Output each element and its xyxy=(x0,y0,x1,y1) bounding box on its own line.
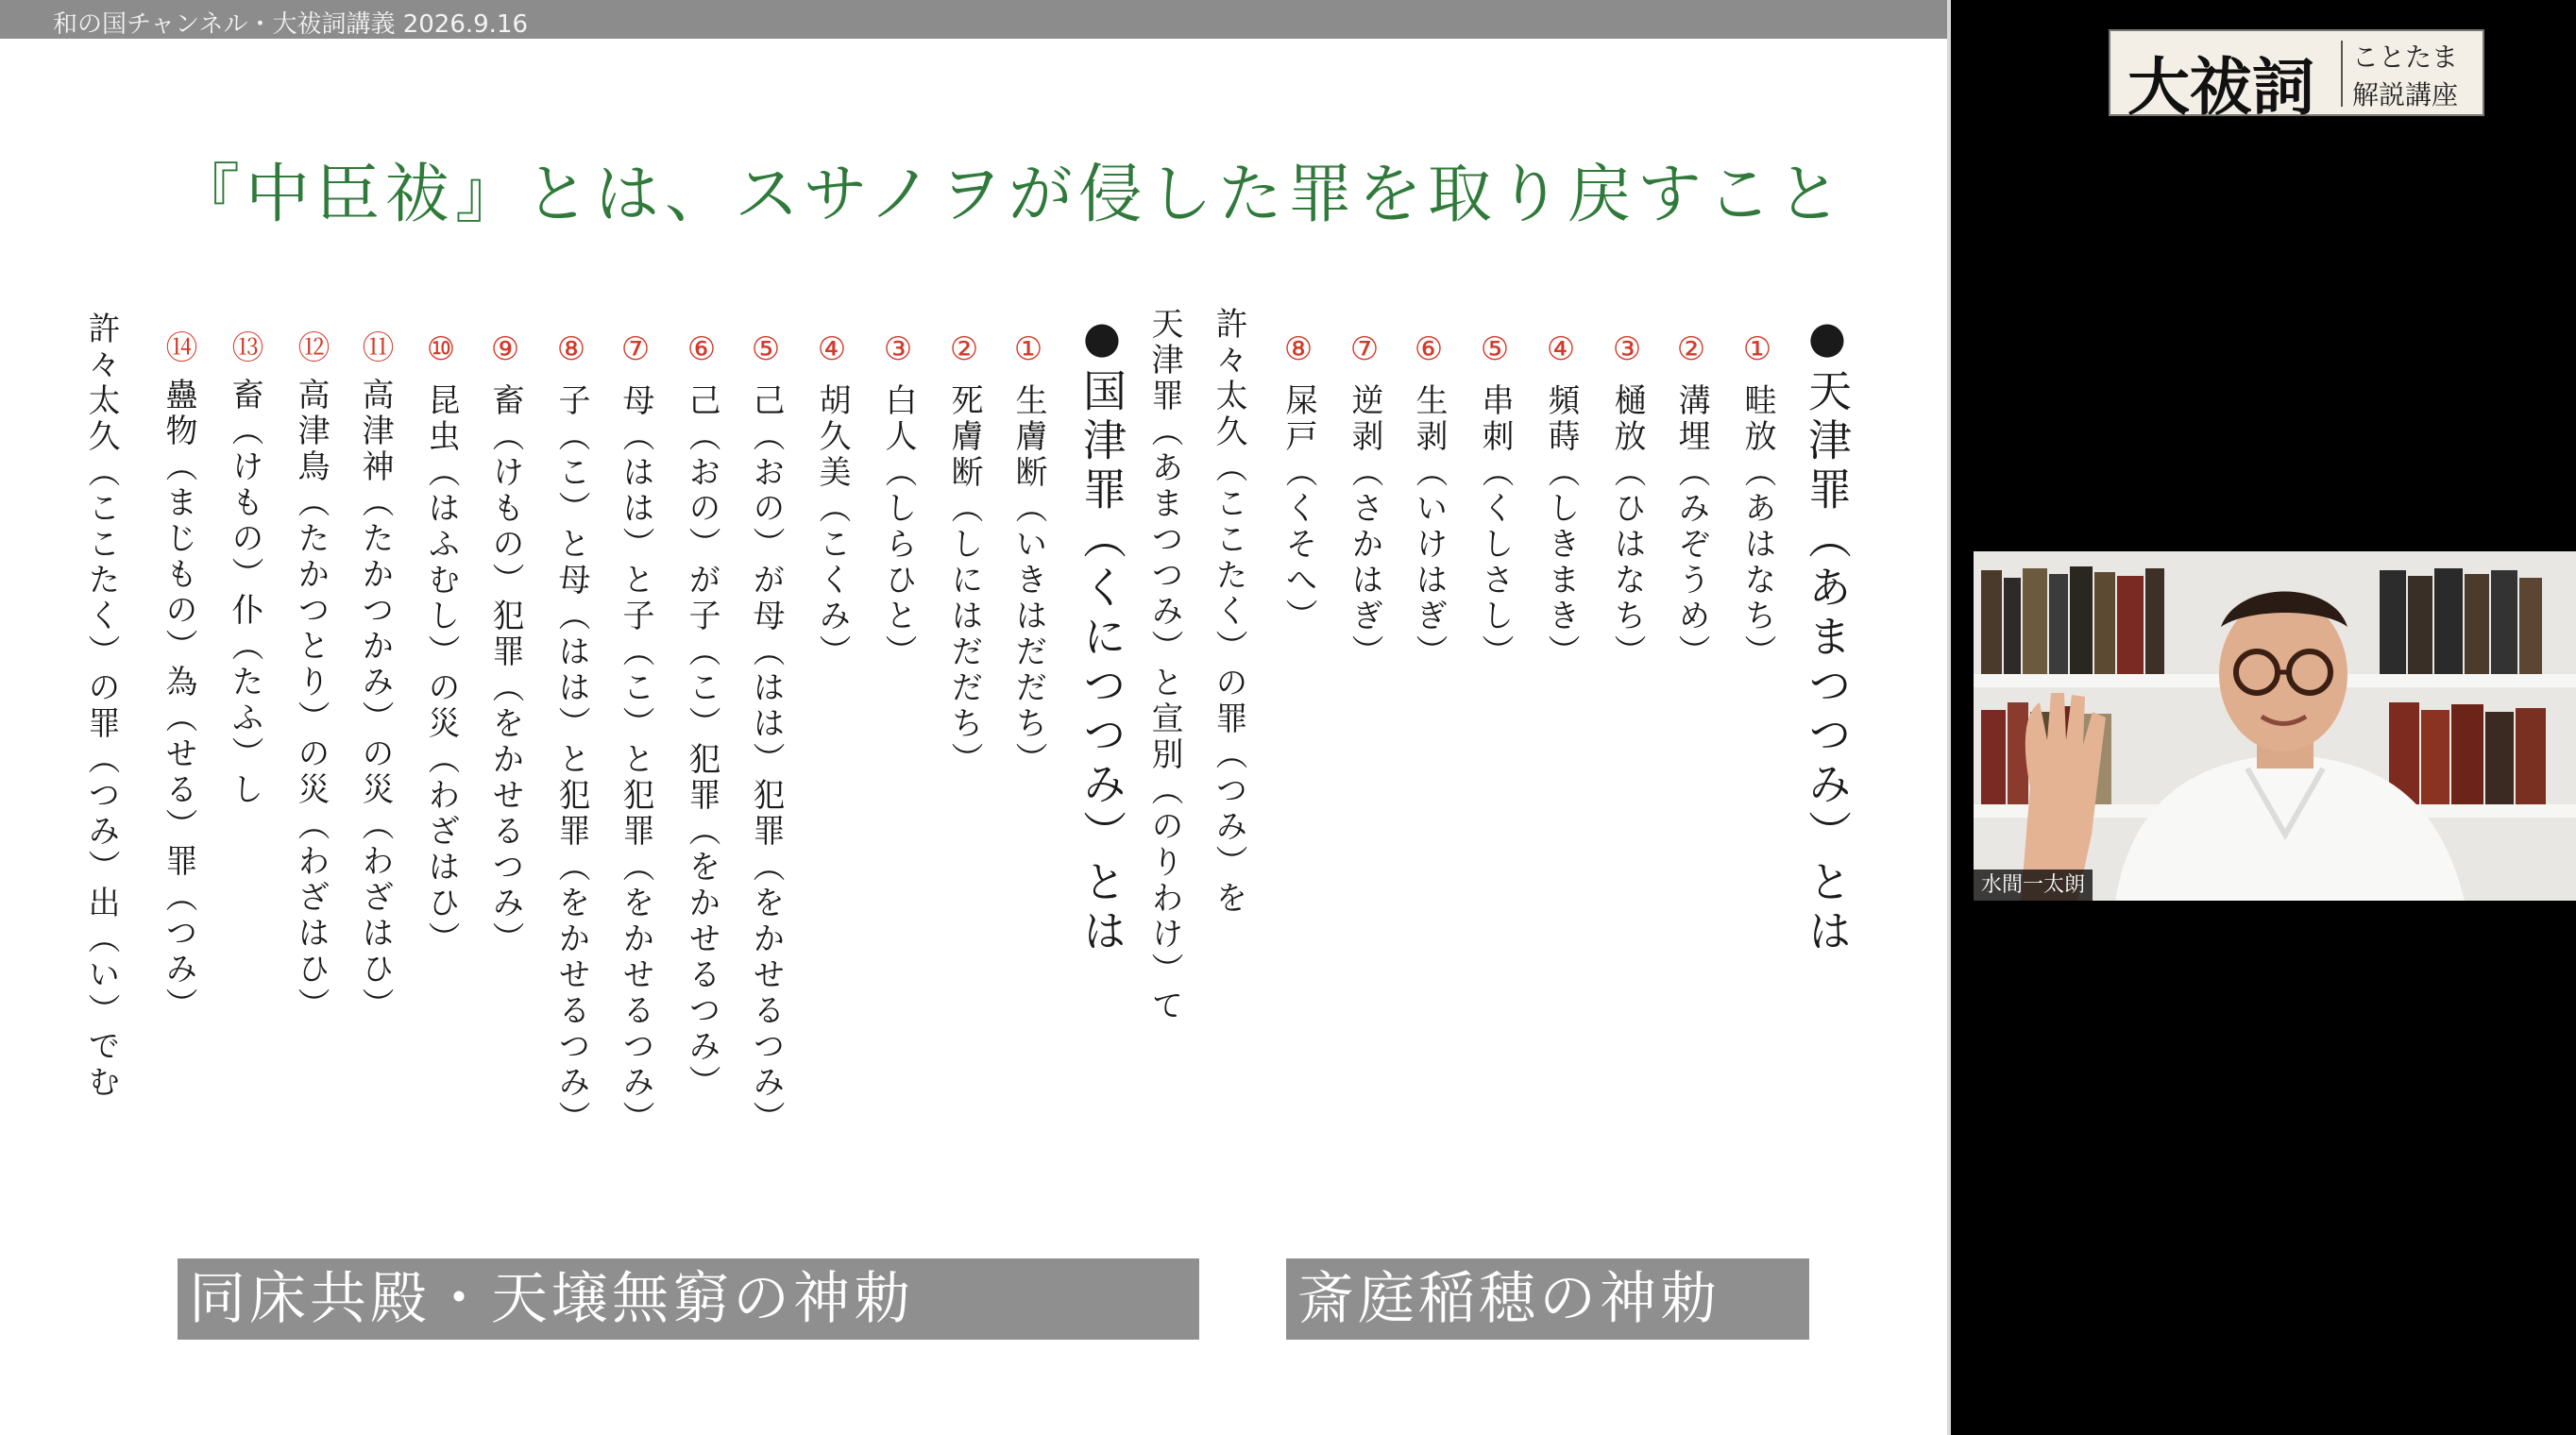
item-number: ② xyxy=(1672,330,1710,372)
text-column xyxy=(226,330,263,808)
item-number: ① xyxy=(1738,330,1776,372)
item-number: ⑨ xyxy=(486,330,524,372)
item-number: ⑩ xyxy=(422,330,460,372)
text-column xyxy=(945,330,983,778)
item-number: ② xyxy=(945,330,983,372)
caption-right: 斎庭稲穂の神勅 xyxy=(1286,1258,1809,1340)
text-column xyxy=(747,330,785,1137)
column-text: 高津鳥（たかつとり）の災（わざはひ） xyxy=(292,378,330,1023)
item-number: ⑫ xyxy=(292,330,330,366)
text-column xyxy=(552,330,590,1137)
logo-subtitle-2: 解説講座 xyxy=(2352,79,2459,110)
logo-subtitle-1: ことたま xyxy=(2352,42,2459,73)
logo-title: 大祓詞 xyxy=(2127,50,2314,124)
column-text: 串刺（くしさし） xyxy=(1476,383,1514,670)
participant-name-label: 水間一太朗 xyxy=(1974,869,2093,901)
column-text: 逆剥（さかはぎ） xyxy=(1346,383,1383,670)
column-text: 許々太久（ここたく）の罪（つみ）出（い）でむ xyxy=(82,312,120,1101)
text-column xyxy=(1542,330,1580,670)
column-text: 己（おの）が子（こ）犯罪（をかせるつみ） xyxy=(683,383,720,1101)
text-column xyxy=(1076,312,1127,957)
item-number: ⑥ xyxy=(1410,330,1448,372)
column-text: 溝埋（みぞうめ） xyxy=(1672,383,1710,670)
text-column xyxy=(1608,330,1646,670)
slide-title: 『中臣祓』とは、スサノヲが侵した罪を取り戻すこと xyxy=(176,158,1847,232)
column-text: 蠱物（まじもの）為（せる）罪（つみ） xyxy=(160,378,197,1023)
column-text: 母（はは）と子（こ）と犯罪（をかせるつみ） xyxy=(617,383,654,1137)
column-text: 天津罪（あまつつみ）と宣別（のりわけ）て xyxy=(1145,307,1183,1024)
presenter-video-frame xyxy=(1974,551,2576,901)
text-column xyxy=(1738,330,1776,670)
item-number: ① xyxy=(1009,330,1047,372)
course-logo xyxy=(2109,29,2484,124)
column-text: 昆虫（はふむし）の災（わざはひ） xyxy=(422,383,460,957)
column-text: 畜（けもの）犯罪（をかせるつみ） xyxy=(486,383,524,957)
text-column xyxy=(1410,330,1448,670)
item-number: ⑪ xyxy=(356,330,394,366)
text-column xyxy=(1348,330,1381,670)
item-number: ⑦ xyxy=(617,330,654,372)
item-number: ④ xyxy=(813,330,851,372)
caption-left: 同床共殿・天壌無窮の神勅 xyxy=(178,1258,1199,1340)
column-text: 己（おの）が母（はは）犯罪（をかせるつみ） xyxy=(747,383,785,1137)
column-text: 胡久美（こくみ） xyxy=(813,383,851,670)
text-column xyxy=(683,330,720,1101)
item-number: ⑭ xyxy=(160,330,197,366)
item-number: ⑬ xyxy=(226,330,263,366)
column-text: 生膚断（いきはだだち） xyxy=(1009,383,1047,778)
item-number: ⑤ xyxy=(747,330,785,372)
column-text: ●国津罪（くにつつみ）とは xyxy=(1076,312,1127,957)
slide-edge-divider xyxy=(1947,0,1951,1435)
item-number: ⑥ xyxy=(683,330,720,372)
text-column xyxy=(619,330,652,1137)
column-text: 頻蒔（しきまき） xyxy=(1542,383,1580,670)
item-number: ⑦ xyxy=(1346,330,1383,372)
top-banner xyxy=(0,0,1951,39)
item-number: ⑧ xyxy=(552,330,590,372)
text-column xyxy=(356,330,394,1023)
item-number: ⑤ xyxy=(1476,330,1514,372)
text-column xyxy=(1672,330,1710,670)
item-number: ④ xyxy=(1542,330,1580,372)
column-text: 子（こ）と母（はは）と犯罪（をかせるつみ） xyxy=(552,383,590,1137)
column-text: 樋放（ひはなち） xyxy=(1608,383,1646,670)
column-text: 屎戸（くそへ） xyxy=(1280,383,1317,634)
webcam-video xyxy=(1974,551,2576,901)
text-column xyxy=(813,330,851,670)
column-text: 畦放（あはなち） xyxy=(1738,383,1776,670)
column-text: 畜（けもの）仆（たふ）し xyxy=(226,378,263,808)
banner-title: 和の国チャンネル・大祓詞講義 2026.9.16 xyxy=(53,10,529,39)
text-column xyxy=(162,330,195,1023)
text-column xyxy=(292,330,330,1023)
text-column xyxy=(1145,307,1183,1024)
text-column xyxy=(1476,330,1514,670)
text-column xyxy=(1280,330,1317,634)
text-column xyxy=(1009,330,1047,778)
text-column xyxy=(82,312,120,1101)
item-number: ③ xyxy=(879,330,917,372)
column-text: ●天津罪（あまつつみ）とは xyxy=(1802,312,1853,957)
column-text: 高津神（たかつかみ）の災（わざはひ） xyxy=(356,378,394,1023)
column-text: 白人（しらひと） xyxy=(879,383,917,670)
text-column xyxy=(486,330,524,957)
logo-divider xyxy=(2341,41,2343,107)
column-text: 生剥（いけはぎ） xyxy=(1410,383,1448,670)
text-column xyxy=(1212,307,1245,917)
text-column xyxy=(422,330,460,957)
item-number: ⑧ xyxy=(1280,330,1317,372)
item-number: ③ xyxy=(1608,330,1646,372)
column-text: 死膚断（しにはだだち） xyxy=(945,383,983,778)
column-text: 許々太久（ここたく）の罪（つみ）を xyxy=(1210,307,1247,917)
text-column xyxy=(1802,312,1853,957)
text-column xyxy=(879,330,917,670)
